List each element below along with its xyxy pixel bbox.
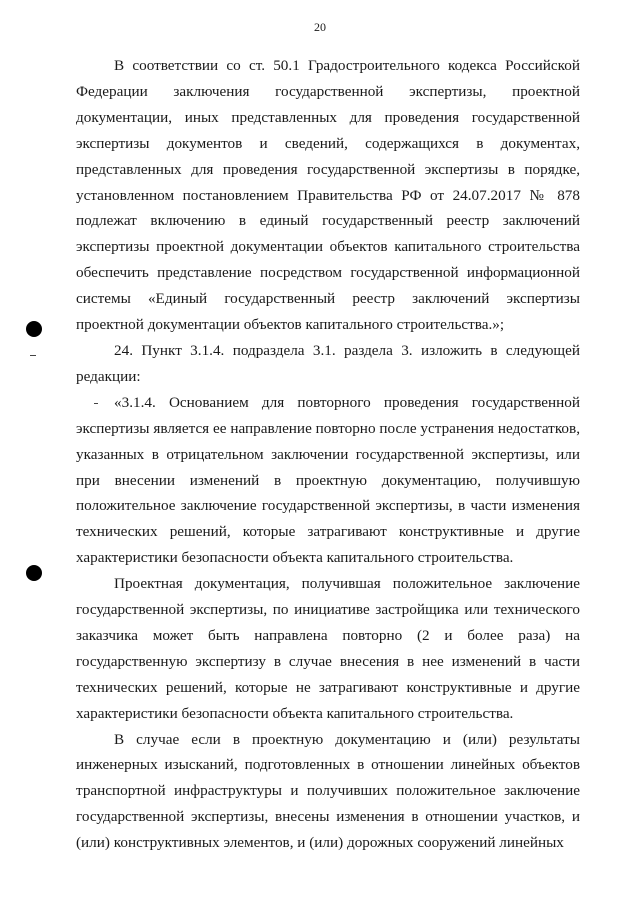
document-body bbox=[76, 53, 580, 856]
paragraph-repeated-submission: Проектная документация, получившая положительное заключение государственной экспертизы, по инициативе застройщика или технического заказчика может быть направлена повторно (2 и более раза) на государственную экспертизу в случае внесения в нее изменений в части технических решений, которые не затрагивают конструктивные и другие характеристики безопасности объекта капитального строительства. bbox=[76, 575, 580, 722]
scan-mark-top bbox=[30, 355, 36, 356]
paragraph-item-24: 24. Пункт 3.1.4. подраздела 3.1. раздела 3. изложить в следующей редакции: bbox=[76, 341, 580, 385]
punch-hole-mark-bottom bbox=[26, 565, 42, 581]
paragraph-registry: В соответствии со ст. 50.1 Градостроительного кодекса Российской Федерации заключения государственной экспертизы, проектной документации, иных представленных для проведения государственной экспертизы документов и сведений, содержащихся в документах, представленных для проведения государственной экспертизы в порядке, установленном постановлением Правительства РФ от 24.07.2017 № 878 подлежат включению в единый государственный реестр заключений экспертизы проектной документации объектов капитального строительства обеспечить представление посредством государственной информационной системы «Единый государственный реестр заключений экспертизы проектной документации объектов капитального строительства.»; bbox=[76, 57, 580, 334]
page-number: 20 bbox=[314, 20, 326, 34]
punch-hole-mark-top bbox=[26, 321, 42, 337]
paragraph-linear-objects: В случае если в проектную документацию и (или) результаты инженерных изысканий, подготовленных в отношении линейных объектов транспортной инфраструктуры и получивших положительное заключение государственной экспертизы, внесены изменения в отношении участков, и (или) конструктивных элементов, и (или) дорожных сооружений линейных bbox=[76, 730, 580, 852]
paragraph-3-1-4: «3.1.4. Основанием для повторного проведения государственной экспертизы является ее направление повторно после устранения недостатков, указанных в отрицательном заключении государственной экспертизы, или при внесении изменений в проектную документацию, получившую положительное заключение государственной экспертизы, в части изменения технических решений, которые затрагивают конструктивные и другие характеристики безопасности объекта капитального строительства. bbox=[76, 393, 580, 567]
